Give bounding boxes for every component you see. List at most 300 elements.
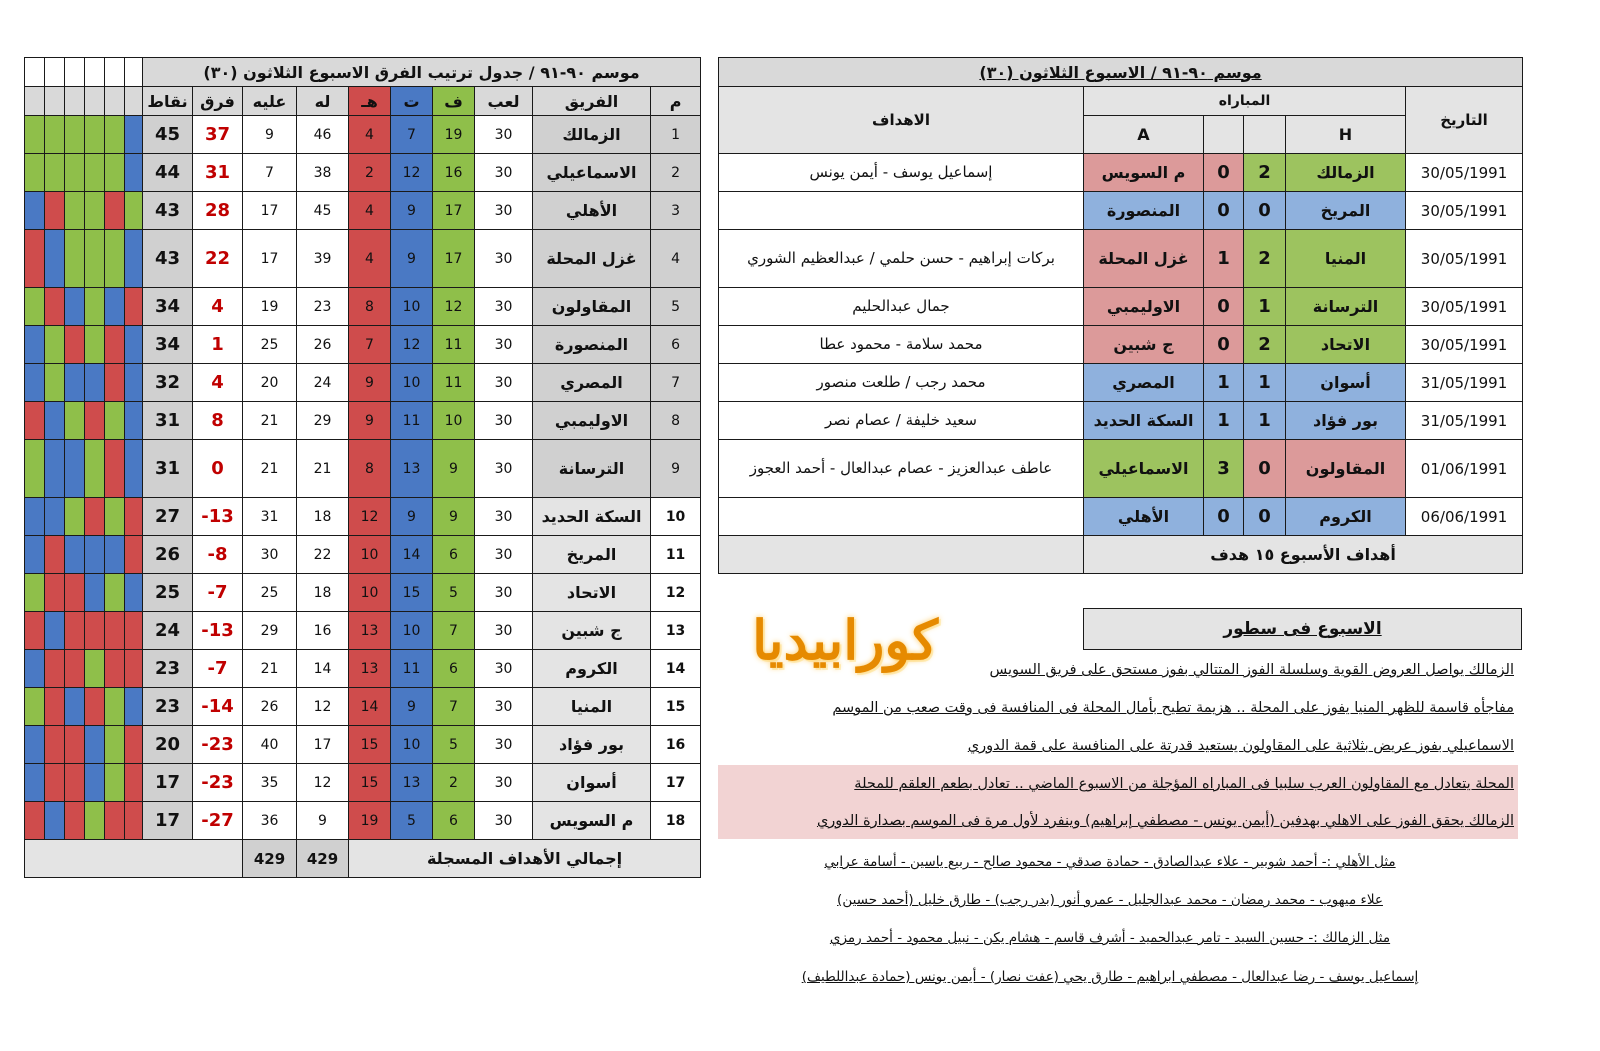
team-rank: 6 bbox=[651, 326, 701, 364]
team-played: 30 bbox=[475, 154, 533, 192]
team-lost: 4 bbox=[349, 230, 391, 288]
form-indicator bbox=[25, 498, 45, 536]
team-lost: 4 bbox=[349, 116, 391, 154]
team-gf: 38 bbox=[297, 154, 349, 192]
team-points: 31 bbox=[143, 402, 193, 440]
team-played: 30 bbox=[475, 440, 533, 498]
team-ga: 35 bbox=[243, 764, 297, 802]
match-goals: بركات إبراهيم - حسن حلمي / عبدالعظيم الشوري bbox=[719, 230, 1084, 288]
korabedia-logo: كورابيديا bbox=[752, 608, 938, 672]
form-indicator bbox=[25, 650, 45, 688]
home-team: الزمالك bbox=[1286, 154, 1406, 192]
team-name: المنيا bbox=[533, 688, 651, 726]
home-score: 2 bbox=[1244, 230, 1286, 288]
team-ga: 29 bbox=[243, 612, 297, 650]
team-name: الكروم bbox=[533, 650, 651, 688]
standings-row bbox=[25, 650, 701, 688]
form-indicator bbox=[45, 326, 65, 364]
match-goals: عاطف عبدالعزيز - عصام عبدالعال - أحمد العجوز bbox=[719, 440, 1084, 498]
match-row bbox=[719, 364, 1523, 402]
team-name: بور فؤاد bbox=[533, 726, 651, 764]
match-row bbox=[719, 326, 1523, 364]
team-rank: 3 bbox=[651, 192, 701, 230]
form-indicator bbox=[45, 116, 65, 154]
team-name: الاتحاد bbox=[533, 574, 651, 612]
team-drawn: 13 bbox=[391, 440, 433, 498]
team-points: 25 bbox=[143, 574, 193, 612]
form-indicator bbox=[105, 154, 125, 192]
team-name: الزمالك bbox=[533, 116, 651, 154]
team-name: الأهلي bbox=[533, 192, 651, 230]
away-team: ج شبين bbox=[1084, 326, 1204, 364]
results-table bbox=[718, 57, 1523, 574]
team-diff: 8 bbox=[193, 402, 243, 440]
team-name: المقاولون bbox=[533, 288, 651, 326]
team-gf: 18 bbox=[297, 574, 349, 612]
away-team: م السويس bbox=[1084, 154, 1204, 192]
form-indicator bbox=[125, 288, 143, 326]
team-won: 5 bbox=[433, 726, 475, 764]
col-drawn: ت bbox=[391, 87, 433, 116]
team-played: 30 bbox=[475, 764, 533, 802]
form-indicator bbox=[25, 726, 45, 764]
team-played: 30 bbox=[475, 230, 533, 288]
team-played: 30 bbox=[475, 326, 533, 364]
team-won: 6 bbox=[433, 650, 475, 688]
home-team: أسوان bbox=[1286, 364, 1406, 402]
form-indicator bbox=[105, 364, 125, 402]
standings-row bbox=[25, 364, 701, 402]
match-goals: سعيد خليفة / عصام نصر bbox=[719, 402, 1084, 440]
team-gf: 46 bbox=[297, 116, 349, 154]
away-team: الاوليمبي bbox=[1084, 288, 1204, 326]
col-gf: له bbox=[297, 87, 349, 116]
team-rank: 17 bbox=[651, 764, 701, 802]
team-diff: 4 bbox=[193, 288, 243, 326]
col-date: التاريخ bbox=[1406, 87, 1523, 154]
notes-title: الاسبوع فى سطور bbox=[1083, 608, 1522, 650]
team-points: 34 bbox=[143, 288, 193, 326]
team-ga: 17 bbox=[243, 230, 297, 288]
form-indicator bbox=[125, 326, 143, 364]
team-rank: 15 bbox=[651, 688, 701, 726]
team-diff: -23 bbox=[193, 726, 243, 764]
team-played: 30 bbox=[475, 612, 533, 650]
team-points: 23 bbox=[143, 650, 193, 688]
form-indicator bbox=[105, 288, 125, 326]
form-indicator bbox=[105, 116, 125, 154]
form-indicator bbox=[125, 612, 143, 650]
form-indicator bbox=[25, 192, 45, 230]
team-drawn: 5 bbox=[391, 802, 433, 840]
form-indicator bbox=[25, 116, 45, 154]
team-played: 30 bbox=[475, 498, 533, 536]
form-indicator bbox=[85, 764, 105, 802]
squad-line: مثل الأهلي :- أحمد شوبير - علاء عبدالصادق - حمادة صدقي - محمود صالح - ربيع ياسين - أسامة عرابي bbox=[824, 854, 1396, 870]
team-gf: 9 bbox=[297, 802, 349, 840]
results-title: موسم ٩٠-٩١ / الاسبوع الثلاثون (٣٠) bbox=[719, 58, 1523, 87]
standings-row bbox=[25, 574, 701, 612]
team-ga: 19 bbox=[243, 288, 297, 326]
form-indicator bbox=[65, 402, 85, 440]
away-score: 0 bbox=[1204, 326, 1244, 364]
team-drawn: 9 bbox=[391, 498, 433, 536]
away-team: السكة الحديد bbox=[1084, 402, 1204, 440]
form-indicator bbox=[45, 192, 65, 230]
standings-row bbox=[25, 192, 701, 230]
form-indicator bbox=[105, 764, 125, 802]
team-rank: 7 bbox=[651, 364, 701, 402]
team-lost: 7 bbox=[349, 326, 391, 364]
team-lost: 8 bbox=[349, 288, 391, 326]
form-indicator bbox=[65, 116, 85, 154]
form-indicator bbox=[65, 688, 85, 726]
col-away: A bbox=[1084, 116, 1204, 154]
team-rank: 13 bbox=[651, 612, 701, 650]
form-indicator bbox=[45, 650, 65, 688]
team-lost: 2 bbox=[349, 154, 391, 192]
total-gf: 429 bbox=[297, 840, 349, 878]
form-indicator bbox=[105, 802, 125, 840]
away-score: 1 bbox=[1204, 402, 1244, 440]
form-indicator bbox=[25, 154, 45, 192]
form-indicator bbox=[65, 726, 85, 764]
form-indicator bbox=[65, 230, 85, 288]
col-team: الفريق bbox=[533, 87, 651, 116]
form-indicator bbox=[85, 364, 105, 402]
form-indicator bbox=[125, 536, 143, 574]
team-lost: 14 bbox=[349, 688, 391, 726]
form-indicator bbox=[85, 440, 105, 498]
team-points: 43 bbox=[143, 192, 193, 230]
squad-line: علاء ميهوب - محمد رمضان - محمد عبدالجليل - عمرو أنور (بدر رجب) - طارق خليل (أحمد حسين) bbox=[837, 892, 1383, 908]
form-indicator bbox=[45, 574, 65, 612]
home-team: الترسانة bbox=[1286, 288, 1406, 326]
team-lost: 9 bbox=[349, 402, 391, 440]
note-line: مفاجأه قاسمة للظهر المنيا يفوز على المحلة .. هزيمة تطيح بأمال المحلة فى المنافسة فى وقت صعب من الموسم bbox=[832, 700, 1514, 716]
form-indicator bbox=[85, 536, 105, 574]
team-rank: 9 bbox=[651, 440, 701, 498]
col-goals: الاهداف bbox=[719, 87, 1084, 154]
form-indicator bbox=[105, 536, 125, 574]
team-diff: -27 bbox=[193, 802, 243, 840]
note-line: الاسماعيلي بفوز عريض بثلاثية على المقاولون يستعيد قدرتة على المنافسة على قمة الدوري bbox=[967, 738, 1514, 754]
team-lost: 4 bbox=[349, 192, 391, 230]
team-rank: 11 bbox=[651, 536, 701, 574]
match-goals: جمال عبدالحليم bbox=[719, 288, 1084, 326]
form-indicator bbox=[65, 154, 85, 192]
form-indicator bbox=[25, 288, 45, 326]
home-score: 0 bbox=[1244, 498, 1286, 536]
team-lost: 9 bbox=[349, 364, 391, 402]
team-won: 9 bbox=[433, 440, 475, 498]
team-lost: 13 bbox=[349, 612, 391, 650]
team-played: 30 bbox=[475, 116, 533, 154]
team-played: 30 bbox=[475, 802, 533, 840]
team-ga: 21 bbox=[243, 402, 297, 440]
team-rank: 16 bbox=[651, 726, 701, 764]
match-goals bbox=[719, 192, 1084, 230]
team-won: 16 bbox=[433, 154, 475, 192]
team-points: 26 bbox=[143, 536, 193, 574]
team-ga: 25 bbox=[243, 326, 297, 364]
col-match: المباراه bbox=[1084, 87, 1406, 116]
team-drawn: 9 bbox=[391, 688, 433, 726]
team-rank: 2 bbox=[651, 154, 701, 192]
match-goals bbox=[719, 498, 1084, 536]
team-diff: -8 bbox=[193, 536, 243, 574]
note-line: الزمالك يواصل العروض القوية وسلسلة الفوز المتتالي بفوز مستحق على فريق السويس bbox=[989, 662, 1514, 678]
team-played: 30 bbox=[475, 650, 533, 688]
form-indicator bbox=[105, 402, 125, 440]
team-name: الترسانة bbox=[533, 440, 651, 498]
form-indicator bbox=[65, 364, 85, 402]
match-row bbox=[719, 230, 1523, 288]
team-gf: 22 bbox=[297, 536, 349, 574]
team-points: 27 bbox=[143, 498, 193, 536]
form-indicator bbox=[45, 802, 65, 840]
form-indicator bbox=[105, 574, 125, 612]
match-date: 30/05/1991 bbox=[1406, 230, 1523, 288]
team-drawn: 14 bbox=[391, 536, 433, 574]
note-line: المحلة يتعادل مع المقاولون العرب سلبيا فى المباراه المؤجلة من الاسبوع الماضي .. تعادل بطعم العلقم للمحلة bbox=[718, 765, 1518, 803]
team-lost: 13 bbox=[349, 650, 391, 688]
team-diff: -13 bbox=[193, 612, 243, 650]
home-score: 1 bbox=[1244, 402, 1286, 440]
team-name: المصري bbox=[533, 364, 651, 402]
match-row bbox=[719, 498, 1523, 536]
form-indicator bbox=[25, 574, 45, 612]
form-indicator bbox=[125, 498, 143, 536]
team-name: السكة الحديد bbox=[533, 498, 651, 536]
team-ga: 21 bbox=[243, 440, 297, 498]
form-indicator bbox=[25, 364, 45, 402]
form-indicator bbox=[45, 498, 65, 536]
form-indicator bbox=[25, 688, 45, 726]
form-indicator bbox=[125, 402, 143, 440]
standings-row bbox=[25, 154, 701, 192]
form-indicator bbox=[65, 192, 85, 230]
form-indicator bbox=[125, 650, 143, 688]
form-indicator bbox=[65, 326, 85, 364]
team-drawn: 12 bbox=[391, 326, 433, 364]
form-indicator bbox=[65, 612, 85, 650]
team-drawn: 13 bbox=[391, 764, 433, 802]
standings-row bbox=[25, 726, 701, 764]
form-indicator bbox=[45, 402, 65, 440]
standings-row bbox=[25, 230, 701, 288]
form-indicator bbox=[85, 154, 105, 192]
team-rank: 12 bbox=[651, 574, 701, 612]
team-rank: 18 bbox=[651, 802, 701, 840]
team-ga: 31 bbox=[243, 498, 297, 536]
form-indicator bbox=[85, 802, 105, 840]
away-team: المنصورة bbox=[1084, 192, 1204, 230]
match-row bbox=[719, 440, 1523, 498]
standings-row bbox=[25, 764, 701, 802]
standings-table bbox=[24, 57, 701, 878]
team-ga: 26 bbox=[243, 688, 297, 726]
team-diff: 31 bbox=[193, 154, 243, 192]
team-drawn: 11 bbox=[391, 650, 433, 688]
team-ga: 20 bbox=[243, 364, 297, 402]
form-indicator bbox=[45, 440, 65, 498]
match-row bbox=[719, 402, 1523, 440]
team-won: 6 bbox=[433, 536, 475, 574]
form-indicator bbox=[45, 764, 65, 802]
team-lost: 15 bbox=[349, 726, 391, 764]
form-indicator bbox=[85, 726, 105, 764]
team-ga: 21 bbox=[243, 650, 297, 688]
team-points: 32 bbox=[143, 364, 193, 402]
away-team: غزل المحلة bbox=[1084, 230, 1204, 288]
team-played: 30 bbox=[475, 364, 533, 402]
team-diff: 22 bbox=[193, 230, 243, 288]
team-ga: 36 bbox=[243, 802, 297, 840]
team-name: أسوان bbox=[533, 764, 651, 802]
team-rank: 1 bbox=[651, 116, 701, 154]
team-gf: 14 bbox=[297, 650, 349, 688]
team-played: 30 bbox=[475, 574, 533, 612]
match-date: 01/06/1991 bbox=[1406, 440, 1523, 498]
team-won: 17 bbox=[433, 192, 475, 230]
form-indicator bbox=[65, 288, 85, 326]
team-gf: 24 bbox=[297, 364, 349, 402]
team-gf: 21 bbox=[297, 440, 349, 498]
team-name: الاوليمبي bbox=[533, 402, 651, 440]
form-indicator bbox=[125, 688, 143, 726]
team-drawn: 10 bbox=[391, 612, 433, 650]
team-gf: 16 bbox=[297, 612, 349, 650]
form-indicator bbox=[85, 498, 105, 536]
team-won: 7 bbox=[433, 688, 475, 726]
team-lost: 15 bbox=[349, 764, 391, 802]
team-gf: 26 bbox=[297, 326, 349, 364]
team-gf: 17 bbox=[297, 726, 349, 764]
form-indicator bbox=[85, 688, 105, 726]
standings-row bbox=[25, 498, 701, 536]
team-gf: 12 bbox=[297, 764, 349, 802]
standings-row bbox=[25, 288, 701, 326]
team-name: المريخ bbox=[533, 536, 651, 574]
team-gf: 12 bbox=[297, 688, 349, 726]
form-indicator bbox=[45, 612, 65, 650]
team-points: 23 bbox=[143, 688, 193, 726]
team-won: 10 bbox=[433, 402, 475, 440]
form-indicator bbox=[105, 326, 125, 364]
form-indicator bbox=[85, 288, 105, 326]
standings-row bbox=[25, 536, 701, 574]
form-indicator bbox=[25, 326, 45, 364]
squad-line: إسماعيل يوسف - رضا عبدالعال - مصطفي ابراهيم - طارق يحي (عفت نصار) - أيمن يونس (حمادة عبداللطيف) bbox=[801, 969, 1419, 985]
team-lost: 8 bbox=[349, 440, 391, 498]
form-indicator bbox=[85, 192, 105, 230]
team-won: 11 bbox=[433, 326, 475, 364]
team-played: 30 bbox=[475, 726, 533, 764]
team-drawn: 9 bbox=[391, 230, 433, 288]
team-points: 43 bbox=[143, 230, 193, 288]
match-date: 30/05/1991 bbox=[1406, 192, 1523, 230]
team-diff: -13 bbox=[193, 498, 243, 536]
form-indicator bbox=[85, 326, 105, 364]
away-score: 0 bbox=[1204, 192, 1244, 230]
form-indicator bbox=[45, 230, 65, 288]
match-date: 30/05/1991 bbox=[1406, 288, 1523, 326]
team-diff: -14 bbox=[193, 688, 243, 726]
team-won: 9 bbox=[433, 498, 475, 536]
match-date: 31/05/1991 bbox=[1406, 402, 1523, 440]
team-diff: 37 bbox=[193, 116, 243, 154]
match-goals: محمد سلامة - محمود عطا bbox=[719, 326, 1084, 364]
home-score: 0 bbox=[1244, 192, 1286, 230]
col-won: ف bbox=[433, 87, 475, 116]
team-played: 30 bbox=[475, 192, 533, 230]
team-drawn: 9 bbox=[391, 192, 433, 230]
team-played: 30 bbox=[475, 536, 533, 574]
form-indicator bbox=[85, 574, 105, 612]
team-played: 30 bbox=[475, 402, 533, 440]
team-gf: 18 bbox=[297, 498, 349, 536]
form-indicator bbox=[105, 230, 125, 288]
team-drawn: 11 bbox=[391, 402, 433, 440]
form-indicator bbox=[125, 574, 143, 612]
team-points: 31 bbox=[143, 440, 193, 498]
home-score: 1 bbox=[1244, 288, 1286, 326]
standings-row bbox=[25, 116, 701, 154]
team-lost: 19 bbox=[349, 802, 391, 840]
team-name: م السويس bbox=[533, 802, 651, 840]
week-goals: أهداف الأسبوع ١٥ هدف bbox=[1084, 536, 1523, 574]
col-played: لعب bbox=[475, 87, 533, 116]
form-indicator bbox=[105, 440, 125, 498]
form-indicator bbox=[125, 440, 143, 498]
team-name: الاسماعيلي bbox=[533, 154, 651, 192]
away-score: 1 bbox=[1204, 364, 1244, 402]
form-indicator bbox=[65, 802, 85, 840]
total-goals-label: إجمالي الأهداف المسجلة bbox=[349, 840, 701, 878]
standings-title: موسم ٩٠-٩١ / جدول ترتيب الفرق الاسبوع الثلاثون (٣٠) bbox=[143, 58, 701, 87]
total-ga: 429 bbox=[243, 840, 297, 878]
team-rank: 14 bbox=[651, 650, 701, 688]
form-indicator bbox=[125, 116, 143, 154]
team-points: 44 bbox=[143, 154, 193, 192]
form-indicator bbox=[125, 364, 143, 402]
form-indicator bbox=[85, 402, 105, 440]
team-drawn: 10 bbox=[391, 364, 433, 402]
match-row bbox=[719, 288, 1523, 326]
team-ga: 25 bbox=[243, 574, 297, 612]
team-played: 30 bbox=[475, 688, 533, 726]
away-team: المصري bbox=[1084, 364, 1204, 402]
team-gf: 45 bbox=[297, 192, 349, 230]
team-diff: 0 bbox=[193, 440, 243, 498]
team-won: 6 bbox=[433, 802, 475, 840]
form-indicator bbox=[65, 440, 85, 498]
form-indicator bbox=[45, 364, 65, 402]
team-lost: 10 bbox=[349, 574, 391, 612]
home-score: 1 bbox=[1244, 364, 1286, 402]
form-indicator bbox=[25, 230, 45, 288]
team-lost: 10 bbox=[349, 536, 391, 574]
team-rank: 5 bbox=[651, 288, 701, 326]
form-indicator bbox=[25, 440, 45, 498]
standings-row bbox=[25, 612, 701, 650]
team-name: ج شبين bbox=[533, 612, 651, 650]
standings-row bbox=[25, 402, 701, 440]
form-indicator bbox=[25, 536, 45, 574]
form-indicator bbox=[105, 612, 125, 650]
team-won: 5 bbox=[433, 574, 475, 612]
